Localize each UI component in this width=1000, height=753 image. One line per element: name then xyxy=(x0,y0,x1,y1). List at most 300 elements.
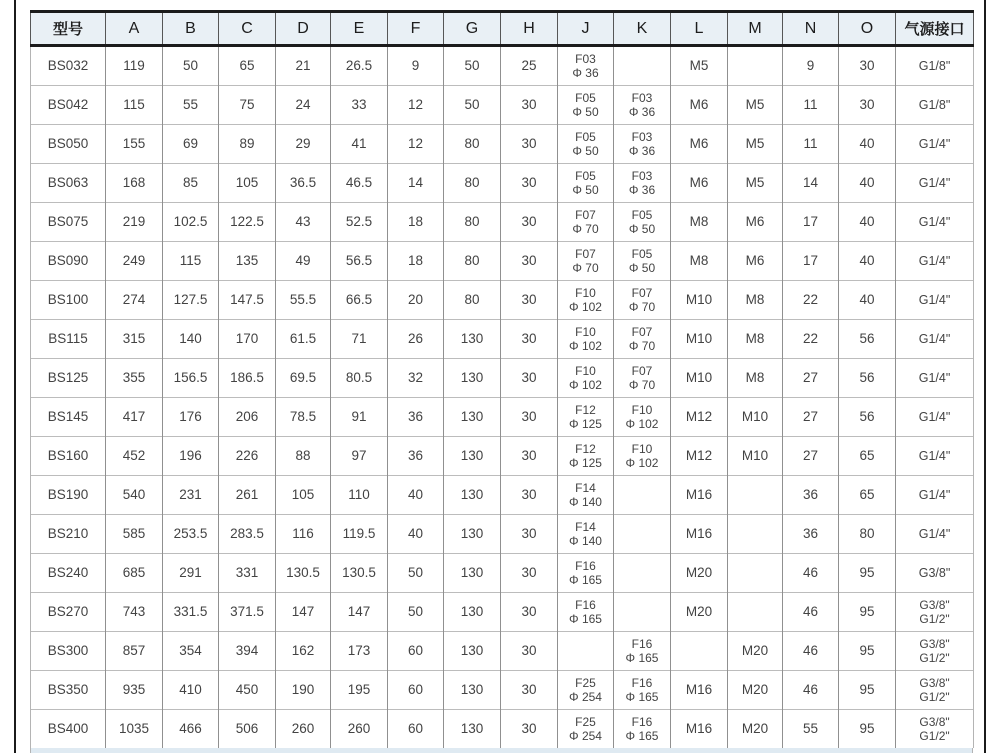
cell-text: BS090 xyxy=(47,252,89,268)
cell-line: F03 xyxy=(631,168,653,183)
cell-text: 95 xyxy=(859,681,875,697)
cell-text: 50 xyxy=(182,57,199,73)
value-cell xyxy=(783,671,839,710)
value-cell xyxy=(163,710,219,749)
cell-text: 130 xyxy=(460,720,484,736)
cell-text: M10 xyxy=(741,408,769,424)
cell-text: 18 xyxy=(407,213,424,229)
value-cell xyxy=(671,359,728,398)
cell-text: 249 xyxy=(122,252,146,268)
cell-text: 27 xyxy=(802,369,819,385)
value-cell xyxy=(501,281,558,320)
value-cell xyxy=(839,671,896,710)
cell-text: 49 xyxy=(295,252,311,268)
cell-text: 450 xyxy=(235,681,259,697)
cell-text: M5 xyxy=(689,57,709,73)
cell-text: 162 xyxy=(291,642,315,658)
cell-text: 119 xyxy=(123,57,145,73)
cell-text: 30 xyxy=(859,57,875,73)
cell-text: 50 xyxy=(464,96,480,112)
value-cell xyxy=(671,125,728,164)
value-cell xyxy=(671,320,728,359)
cell-text: 105 xyxy=(291,486,315,502)
value-cell xyxy=(839,593,896,632)
cell-text: 61.5 xyxy=(289,330,317,346)
cell-text: G1/4" xyxy=(918,448,951,463)
cell-text: M12 xyxy=(685,408,713,424)
cell-text: 50 xyxy=(407,564,424,580)
cell-line: Φ 102 xyxy=(569,300,602,314)
cell-text: 65 xyxy=(859,486,875,502)
value-cell xyxy=(219,632,276,671)
cell-text: M8 xyxy=(745,330,765,346)
cell-text: 50 xyxy=(464,57,480,73)
cell-text: 130.5 xyxy=(286,564,320,580)
value-cell xyxy=(444,710,501,749)
value-cell xyxy=(501,398,558,437)
cell-line: F16 xyxy=(631,675,653,690)
cell-line: Φ 50 xyxy=(572,144,599,158)
cell-line: G1/2" xyxy=(919,651,950,665)
value-cell xyxy=(728,554,783,593)
value-cell xyxy=(839,164,896,203)
value-cell xyxy=(671,710,728,749)
value-cell xyxy=(501,164,558,203)
value-cell xyxy=(728,710,783,749)
cell-line: F25 xyxy=(575,675,596,690)
value-cell xyxy=(331,671,388,710)
value-cell xyxy=(896,203,974,242)
cell-text: 56.5 xyxy=(345,252,373,268)
value-cell xyxy=(896,593,974,632)
cell-text: 115 xyxy=(123,96,145,112)
cell-text: M10 xyxy=(685,291,713,307)
cell-text: 65 xyxy=(239,57,255,73)
cell-text: 122.5 xyxy=(230,213,264,229)
value-cell xyxy=(839,125,896,164)
cell-text: 743 xyxy=(122,603,146,619)
value-cell xyxy=(276,515,331,554)
cell-text: 40 xyxy=(859,135,875,151)
cell-text: 56 xyxy=(859,330,875,346)
cell-text: 17 xyxy=(802,252,819,268)
cell-text: 18 xyxy=(407,252,424,268)
cell-text: M16 xyxy=(685,525,713,541)
cell-line: Φ 254 xyxy=(569,729,602,743)
cell-line: Φ 70 xyxy=(572,222,599,236)
column-header: J xyxy=(558,12,614,46)
value-cell xyxy=(728,320,783,359)
value-cell xyxy=(163,515,219,554)
value-cell xyxy=(444,593,501,632)
value-cell xyxy=(783,632,839,671)
cell-text: 60 xyxy=(407,720,424,736)
value-cell xyxy=(106,203,163,242)
value-cell xyxy=(276,203,331,242)
cell-line: Φ 165 xyxy=(569,573,602,587)
cell-line: F16 xyxy=(631,714,653,729)
value-cell xyxy=(614,281,671,320)
column-header: B xyxy=(163,12,219,46)
model-cell xyxy=(31,632,106,671)
value-cell xyxy=(614,437,671,476)
value-cell xyxy=(671,164,728,203)
cell-text: 452 xyxy=(122,447,146,463)
value-cell xyxy=(276,632,331,671)
value-cell xyxy=(388,437,444,476)
value-cell xyxy=(331,164,388,203)
value-cell xyxy=(671,46,728,86)
value-cell xyxy=(276,710,331,749)
value-cell xyxy=(331,86,388,125)
value-cell xyxy=(558,320,614,359)
value-cell xyxy=(728,125,783,164)
value-cell xyxy=(501,710,558,749)
cell-text: 80 xyxy=(464,135,480,151)
cell-text: G1/4" xyxy=(918,214,951,229)
cell-text: 40 xyxy=(859,291,875,307)
value-cell xyxy=(896,359,974,398)
column-header: D xyxy=(276,12,331,46)
value-cell xyxy=(163,46,219,86)
value-cell xyxy=(558,710,614,749)
value-cell xyxy=(219,476,276,515)
cell-text: BS300 xyxy=(47,642,89,658)
value-cell xyxy=(839,359,896,398)
column-header: H xyxy=(501,12,558,46)
model-cell xyxy=(31,671,106,710)
value-cell xyxy=(163,86,219,125)
cell-text: 22 xyxy=(802,291,819,307)
cell-line: Φ 165 xyxy=(625,651,659,665)
value-cell xyxy=(614,242,671,281)
cell-text: 119.5 xyxy=(342,525,376,541)
cell-text: G1/4" xyxy=(918,175,951,190)
value-cell xyxy=(163,554,219,593)
cell-text: 105 xyxy=(235,174,259,190)
cell-text: 186.5 xyxy=(230,369,264,385)
value-cell xyxy=(388,593,444,632)
value-cell xyxy=(276,359,331,398)
value-cell xyxy=(728,632,783,671)
cell-text: 60 xyxy=(407,642,424,658)
value-cell xyxy=(388,515,444,554)
value-cell xyxy=(276,593,331,632)
cell-text: 231 xyxy=(179,486,202,502)
cell-text: BS160 xyxy=(47,447,89,463)
cell-text: 147.5 xyxy=(230,291,264,307)
value-cell xyxy=(783,164,839,203)
value-cell xyxy=(388,164,444,203)
model-cell xyxy=(31,46,106,86)
cell-text: 80 xyxy=(859,525,875,541)
cell-text: 69.5 xyxy=(289,369,317,385)
value-cell xyxy=(219,554,276,593)
value-cell xyxy=(388,46,444,86)
value-cell xyxy=(728,242,783,281)
cell-text: 135 xyxy=(235,252,259,268)
cell-text: 33 xyxy=(351,96,367,112)
value-cell xyxy=(839,46,896,86)
cell-line: Φ 50 xyxy=(572,105,599,119)
value-cell xyxy=(444,476,501,515)
cell-text: 69 xyxy=(182,135,199,151)
value-cell xyxy=(558,242,614,281)
value-cell xyxy=(331,398,388,437)
cell-text: 80.5 xyxy=(345,369,373,385)
cell-text: 30 xyxy=(521,447,537,463)
cell-line: F05 xyxy=(575,90,596,105)
value-cell xyxy=(558,593,614,632)
value-cell xyxy=(558,46,614,86)
value-cell xyxy=(444,671,501,710)
cell-text: 130.5 xyxy=(342,564,376,580)
cell-text: BS115 xyxy=(48,330,88,346)
value-cell xyxy=(558,437,614,476)
value-cell xyxy=(106,515,163,554)
cell-text: 130 xyxy=(460,525,484,541)
cell-line: G3/8" xyxy=(919,636,950,651)
cell-text: 219 xyxy=(122,213,146,229)
cell-line: Φ 50 xyxy=(628,261,656,275)
cell-text: BS190 xyxy=(47,486,89,502)
value-cell xyxy=(331,125,388,164)
cell-text: G1/4" xyxy=(918,487,951,502)
cell-text: 36 xyxy=(802,525,819,541)
table-row xyxy=(31,86,974,125)
value-cell xyxy=(388,320,444,359)
value-cell xyxy=(388,671,444,710)
value-cell xyxy=(501,632,558,671)
cell-line: Φ 102 xyxy=(569,378,602,392)
value-cell xyxy=(671,437,728,476)
value-cell xyxy=(614,359,671,398)
value-cell xyxy=(614,476,671,515)
value-cell xyxy=(728,359,783,398)
table-row xyxy=(31,242,974,281)
cell-text: 253.5 xyxy=(173,525,208,541)
column-header: 型号 xyxy=(31,12,106,46)
model-cell xyxy=(31,593,106,632)
cell-text: 32 xyxy=(407,369,424,385)
cell-line: Φ 125 xyxy=(569,456,602,470)
value-cell xyxy=(896,281,974,320)
value-cell xyxy=(163,632,219,671)
cell-text: M16 xyxy=(685,720,713,736)
cell-text: 354 xyxy=(179,642,202,658)
value-cell xyxy=(501,125,558,164)
cell-text: 315 xyxy=(122,330,146,346)
cell-text: 331.5 xyxy=(173,603,208,619)
cell-line: Φ 70 xyxy=(628,300,656,314)
cell-line: Φ 36 xyxy=(628,105,656,119)
value-cell xyxy=(331,554,388,593)
cell-line: Φ 102 xyxy=(625,417,659,431)
cell-text: 29 xyxy=(295,135,311,151)
cell-text: 30 xyxy=(521,408,537,424)
value-cell xyxy=(388,281,444,320)
cell-text: M8 xyxy=(689,252,709,268)
value-cell xyxy=(614,710,671,749)
value-cell xyxy=(163,398,219,437)
value-cell xyxy=(276,476,331,515)
value-cell xyxy=(444,515,501,554)
cell-text: 27 xyxy=(802,408,819,424)
cell-text: M5 xyxy=(745,96,765,112)
value-cell xyxy=(558,398,614,437)
cell-text: 130 xyxy=(460,642,484,658)
column-header: L xyxy=(671,12,728,46)
value-cell xyxy=(163,125,219,164)
value-cell xyxy=(276,398,331,437)
value-cell xyxy=(106,671,163,710)
value-cell xyxy=(614,398,671,437)
table-body xyxy=(31,46,974,749)
cell-text: 147 xyxy=(291,603,315,619)
cell-text: 95 xyxy=(859,720,875,736)
cell-text: 130 xyxy=(460,486,484,502)
value-cell xyxy=(501,86,558,125)
value-cell xyxy=(331,632,388,671)
value-cell xyxy=(388,632,444,671)
value-cell xyxy=(614,671,671,710)
cell-text: 170 xyxy=(235,330,259,346)
cell-text: 130 xyxy=(460,447,484,463)
value-cell xyxy=(106,593,163,632)
cell-text: 540 xyxy=(122,486,146,502)
cell-text: M20 xyxy=(685,603,713,619)
cell-text: 46.5 xyxy=(345,174,373,190)
model-cell xyxy=(31,242,106,281)
cell-text: 1035 xyxy=(118,720,150,736)
model-cell xyxy=(31,359,106,398)
cell-text: 30 xyxy=(521,525,537,541)
cell-line: Φ 36 xyxy=(572,66,599,80)
cell-text: 30 xyxy=(521,96,537,112)
cell-text: M5 xyxy=(745,174,765,190)
cell-text: 80 xyxy=(464,252,480,268)
header-row xyxy=(31,12,974,46)
cell-text: 260 xyxy=(291,720,315,736)
value-cell xyxy=(219,46,276,86)
cell-line: F07 xyxy=(575,246,596,261)
value-cell xyxy=(219,593,276,632)
value-cell xyxy=(501,554,558,593)
value-cell xyxy=(219,86,276,125)
cell-line: G3/8" xyxy=(919,675,950,690)
cell-line: F05 xyxy=(631,246,653,261)
value-cell xyxy=(671,671,728,710)
value-cell xyxy=(331,437,388,476)
cell-text: 11 xyxy=(803,96,818,112)
value-cell xyxy=(896,632,974,671)
model-cell xyxy=(31,476,106,515)
cell-text: BS100 xyxy=(47,291,89,307)
cell-text: 206 xyxy=(235,408,259,424)
cell-text: 50 xyxy=(407,603,424,619)
cell-text: 95 xyxy=(859,642,875,658)
value-cell xyxy=(614,86,671,125)
cell-text: G1/8" xyxy=(918,58,951,73)
value-cell xyxy=(106,281,163,320)
value-cell xyxy=(163,242,219,281)
table-row xyxy=(31,320,974,359)
cell-text: M6 xyxy=(745,213,765,229)
value-cell xyxy=(388,554,444,593)
cell-text: M5 xyxy=(745,135,765,151)
value-cell xyxy=(501,320,558,359)
cell-text: 30 xyxy=(859,96,875,112)
value-cell xyxy=(331,476,388,515)
cell-text: 30 xyxy=(521,330,537,346)
cell-text: 506 xyxy=(235,720,259,736)
value-cell xyxy=(276,164,331,203)
cell-text: 371.5 xyxy=(230,603,264,619)
value-cell xyxy=(614,320,671,359)
cell-text: 417 xyxy=(122,408,146,424)
value-cell xyxy=(614,125,671,164)
cell-line: Φ 102 xyxy=(625,456,659,470)
cell-text: 88 xyxy=(295,447,311,463)
value-cell xyxy=(388,359,444,398)
cell-text: 40 xyxy=(407,486,424,502)
value-cell xyxy=(501,46,558,86)
value-cell xyxy=(331,203,388,242)
cell-text: 46 xyxy=(802,681,819,697)
cell-text: 26.5 xyxy=(345,57,373,73)
cell-line: Φ 140 xyxy=(569,534,602,548)
model-cell xyxy=(31,125,106,164)
value-cell xyxy=(444,554,501,593)
cell-text: M10 xyxy=(741,447,769,463)
cell-text: 30 xyxy=(521,252,537,268)
cell-line: F07 xyxy=(575,207,596,222)
table-row xyxy=(31,398,974,437)
cell-text: 30 xyxy=(521,369,537,385)
cell-text: 857 xyxy=(122,642,146,658)
cell-text: 21 xyxy=(295,57,311,73)
value-cell xyxy=(444,359,501,398)
cell-text: G1/8" xyxy=(918,97,951,112)
value-cell xyxy=(783,46,839,86)
value-cell xyxy=(783,476,839,515)
cell-text: 80 xyxy=(464,174,480,190)
cell-text: 331 xyxy=(235,564,259,580)
value-cell xyxy=(444,203,501,242)
value-cell xyxy=(728,203,783,242)
cell-text: M6 xyxy=(689,174,709,190)
value-cell xyxy=(558,476,614,515)
cell-text: G3/8" xyxy=(918,565,951,580)
model-cell xyxy=(31,164,106,203)
value-cell xyxy=(163,593,219,632)
cell-text: G1/4" xyxy=(918,370,951,385)
cell-line: G1/2" xyxy=(919,729,950,743)
cell-text: M6 xyxy=(689,135,709,151)
value-cell xyxy=(163,164,219,203)
value-cell xyxy=(896,554,974,593)
value-cell xyxy=(106,320,163,359)
value-cell xyxy=(614,46,671,86)
page-border-right xyxy=(984,0,986,753)
cell-text: 130 xyxy=(460,681,484,697)
cell-text: 261 xyxy=(235,486,259,502)
value-cell xyxy=(671,242,728,281)
value-cell xyxy=(444,281,501,320)
value-cell xyxy=(671,86,728,125)
value-cell xyxy=(558,359,614,398)
value-cell xyxy=(839,281,896,320)
